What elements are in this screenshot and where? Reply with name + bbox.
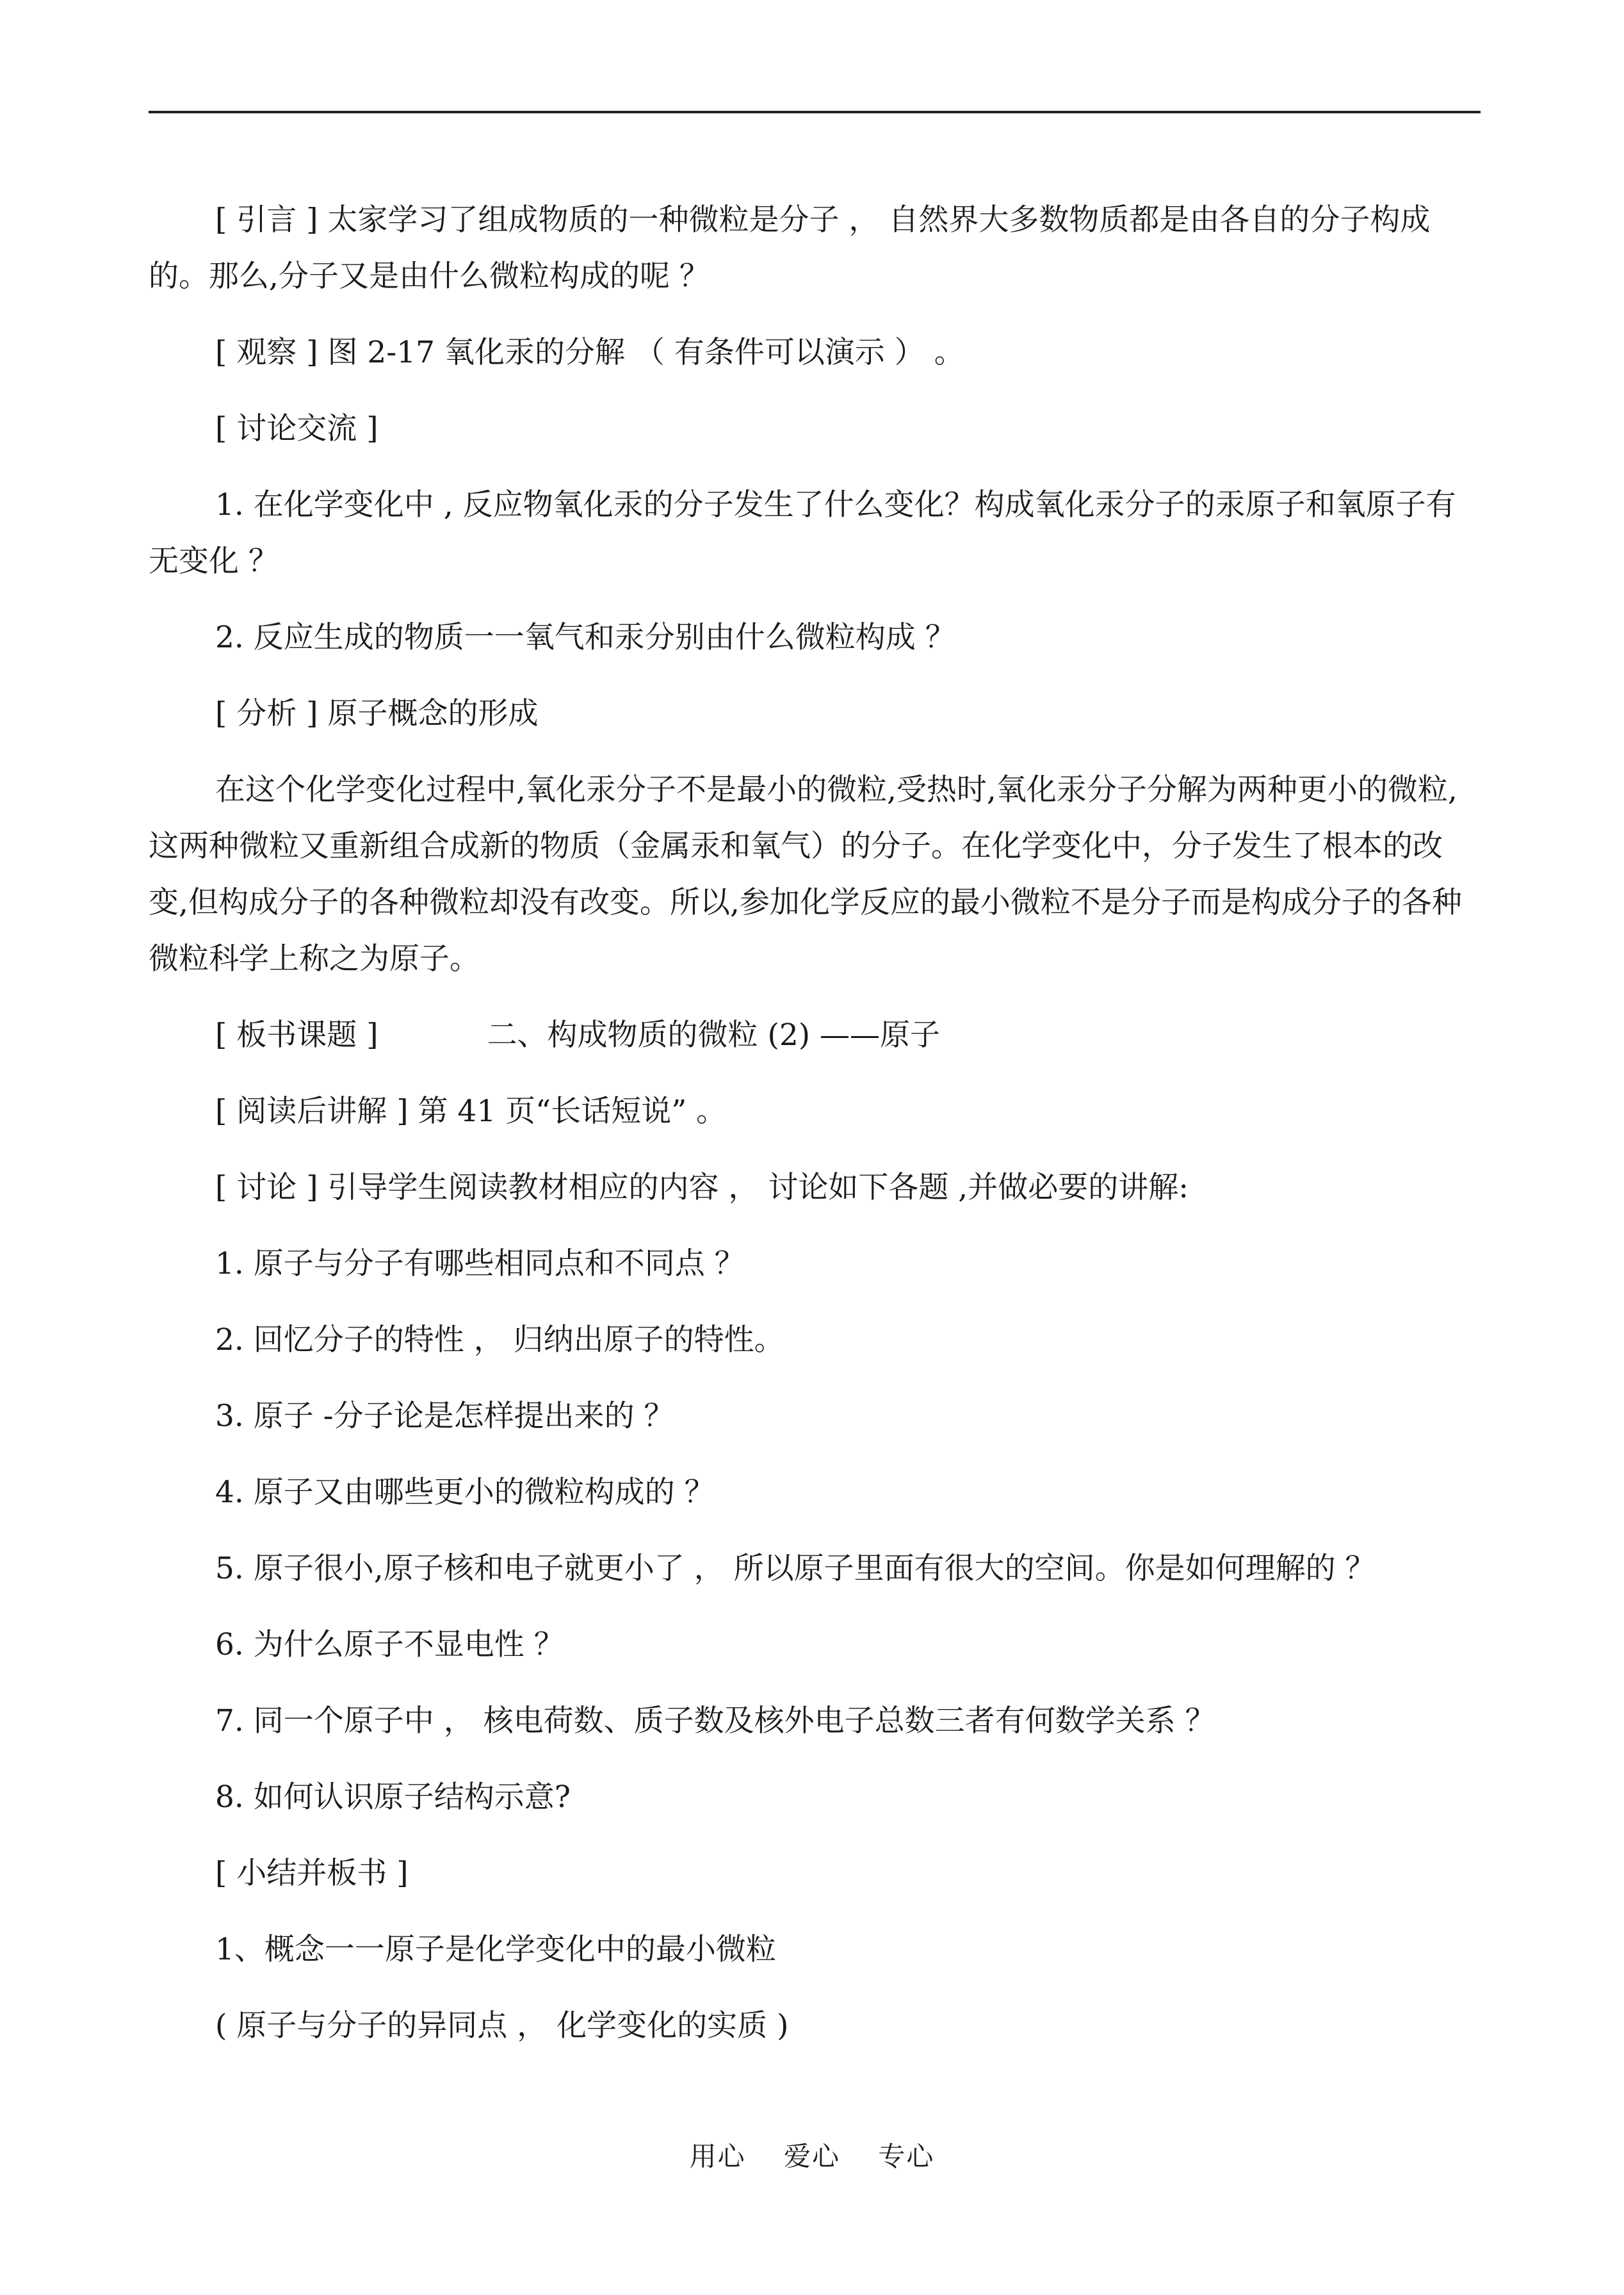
question-1: 1. 原子与分子有哪些相同点和不同点 ？ [215,1246,745,1281]
footer-word-2: 爱心 [783,2141,840,2172]
question-3: 3. 原子 -分子论是怎样提出来的 ？ [215,1399,674,1434]
document-body [149,192,1481,2074]
question-4: 4. 原子又由哪些更小的微粒构成的 ？ [215,1475,715,1510]
discussion-heading: [ 讨论交流 ] [215,411,378,446]
header-rule [149,111,1481,113]
analysis-heading: [ 分析 ] 原子概念的形成 [215,696,539,731]
observation-paragraph: [ 观察 ] 图 2-17 氧化汞的分解 （ 有条件可以演示 ） 。 [215,335,964,370]
page-footer [0,2136,1624,2174]
footer-word-1: 用心 [689,2141,746,2172]
board-title-label: [ 板书课题 ] [215,1018,378,1053]
discussion-question-1: 1. 在化学变化中 , 反应物氧化汞的分子发生了什么变化？构成氧化汞分子的汞原子和氧原子有无变化 ？ [149,487,1456,579]
question-8: 8. 如何认识原子结构示意? [215,1780,571,1815]
question-6: 6. 为什么原子不显电性 ？ [215,1627,564,1662]
summary-point-1: 1、概念一一原子是化学变化中的最小微粒 [215,1932,776,1967]
intro-paragraph: [ 引言 ] 太家学习了组成物质的一种微粒是分子 ， 自然界大多数物质都是由各自的分子构成的。那么,分子又是由什么微粒构成的呢 ？ [149,202,1431,294]
question-2: 2. 回忆分子的特性 ， 归纳出原子的特性。 [215,1322,784,1358]
discussion-question-2: 2. 反应生成的物质一一氧气和汞分别由什么微粒构成 ？ [215,620,955,655]
summary-note: ( 原子与分子的异同点 ， 化学变化的实质 ) [215,2008,789,2043]
question-7: 7. 同一个原子中 ， 核电荷数、质子数及核外电子总数三者有何数学关系 ？ [215,1703,1215,1739]
summary-heading: [ 小结并板书 ] [215,1856,409,1891]
board-title-text: 二、构成物质的微粒 (2) ——原子 [487,1018,941,1053]
question-5: 5. 原子很小,原子核和电子就更小了 ， 所以原子里面有很大的空间。你是如何理解的 ？ [215,1551,1376,1586]
footer-word-3: 专心 [878,2141,935,2172]
analysis-paragraph: 在这个化学变化过程中,氧化汞分子不是最小的微粒,受热时,氧化汞分子分解为两种更小的微粒,这两种微粒又重新组合成新的物质（金属汞和氧气）的分子。在化学变化中，分子发生了根本的改变,但构成分子的各种微粒却没有改变。所以,参加化学反应的最小微粒不是分子而是构成分子的各种微粒科学上称之为原子。 [149,772,1462,977]
discussion2-paragraph: [ 讨论 ] 引导学生阅读教材相应的内容 ， 讨论如下各题 ,并做必要的讲解: [215,1170,1189,1205]
board-title-line [149,1007,1481,1064]
reading-paragraph: [ 阅读后讲解 ] 第 41 页“长话短说” 。 [215,1094,727,1129]
